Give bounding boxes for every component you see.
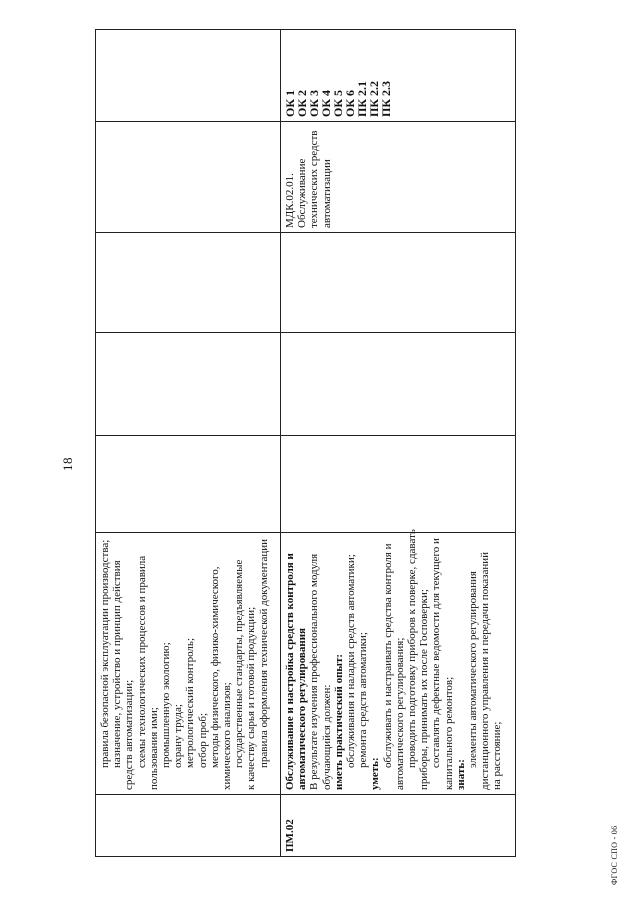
content-line: обучающийся должен: bbox=[320, 684, 333, 790]
competency-code: ОК 2 bbox=[295, 89, 309, 117]
content-line: ремонта средств автоматики; bbox=[357, 632, 370, 768]
competencies-cell bbox=[96, 30, 281, 122]
empty-cell bbox=[281, 233, 516, 333]
discipline-line: автоматизации bbox=[320, 159, 333, 228]
curriculum-table bbox=[95, 29, 516, 857]
content-line: иметь практический опыт: bbox=[332, 653, 345, 790]
content-line: государственные стандарты, предъявляемые bbox=[233, 559, 246, 768]
content-cell bbox=[281, 529, 516, 795]
competency-code: ПК 2.2 bbox=[367, 80, 381, 117]
discipline-line: Обслуживание bbox=[296, 158, 309, 228]
content-line: назначение, устройство и принцип действия bbox=[111, 560, 124, 768]
content-cell bbox=[96, 533, 281, 795]
competency-code: ОК 1 bbox=[283, 89, 297, 117]
empty-cell bbox=[281, 436, 516, 533]
empty-cell bbox=[96, 333, 281, 436]
competency-code: ОК 3 bbox=[307, 89, 321, 117]
empty-cell bbox=[281, 333, 516, 436]
content-lines bbox=[99, 537, 270, 790]
content-line: приборы, принимать их после Госповерки; bbox=[418, 589, 431, 790]
content-line: отбор проб; bbox=[196, 712, 209, 768]
competency-code: ПК 2.1 bbox=[355, 80, 369, 117]
discipline-line: технических средств bbox=[308, 130, 321, 228]
content-line: обслуживать и настраивать средства контроля и bbox=[381, 543, 394, 768]
competency-lines bbox=[284, 34, 392, 117]
content-line: правила оформления технической документации bbox=[257, 538, 270, 768]
content-line: обслуживания и наладки средств автоматики; bbox=[345, 554, 358, 768]
table-row bbox=[281, 30, 516, 857]
competency-code: ОК 4 bbox=[319, 89, 333, 117]
content-line: правила безопасной эксплуатации производства; bbox=[99, 539, 111, 768]
competencies-cell bbox=[281, 30, 516, 122]
content-line: проводить подготовку приборов к поверке, сдавать bbox=[406, 529, 419, 768]
table-row bbox=[96, 30, 281, 857]
content-line: на расстояние; bbox=[491, 721, 504, 790]
content-line: В результате изучения профессионального модуля bbox=[308, 553, 321, 790]
footer-text: ФГОС СПО - 06 bbox=[610, 825, 619, 885]
competency-code: ПК 2.3 bbox=[379, 80, 393, 117]
content-line: элементы автоматического регулирования bbox=[467, 571, 480, 768]
discipline-cell bbox=[96, 122, 281, 233]
module-code-cell bbox=[96, 795, 281, 857]
content-line: промышленную экологию; bbox=[160, 642, 173, 768]
content-line: пользования ими; bbox=[147, 707, 160, 790]
content-line: метрологический контроль; bbox=[184, 638, 197, 768]
content-line: автоматического регулирования bbox=[296, 628, 309, 790]
discipline-lines bbox=[284, 126, 333, 228]
discipline-cell bbox=[281, 122, 516, 233]
content-line: схемы технологических процессов и правила bbox=[135, 555, 148, 768]
empty-cell bbox=[96, 233, 281, 333]
empty-cell bbox=[96, 436, 281, 533]
content-line: автоматического регулирования; bbox=[393, 637, 406, 790]
content-line: знать: bbox=[454, 759, 467, 790]
module-code-cell bbox=[281, 795, 516, 857]
content-line: средств автоматизации; bbox=[123, 679, 136, 790]
content-line: охрану труда; bbox=[172, 704, 185, 768]
content-line: методы физического, физико-химического, bbox=[208, 566, 221, 768]
content-line: Обслуживание и настройка средств контроля и bbox=[284, 553, 296, 790]
page-number: 18 bbox=[60, 457, 75, 471]
content-line: составлять дефектные ведомости для текущего и bbox=[430, 538, 443, 768]
content-line: уметь: bbox=[369, 757, 382, 790]
competency-code: ОК 6 bbox=[343, 89, 357, 117]
content-line: химического анализов; bbox=[221, 682, 234, 790]
module-code: ПМ.02 bbox=[284, 819, 296, 852]
content-lines bbox=[284, 529, 504, 790]
discipline-line: МДК.02.01. bbox=[284, 173, 296, 228]
content-line: дистанционного управления и передачи показаний bbox=[479, 551, 492, 790]
content-line: к качеству сырья и готовой продукции; bbox=[245, 606, 258, 790]
content-line: капитального ремонтов; bbox=[442, 676, 455, 790]
competency-code: ОК 5 bbox=[331, 89, 345, 117]
